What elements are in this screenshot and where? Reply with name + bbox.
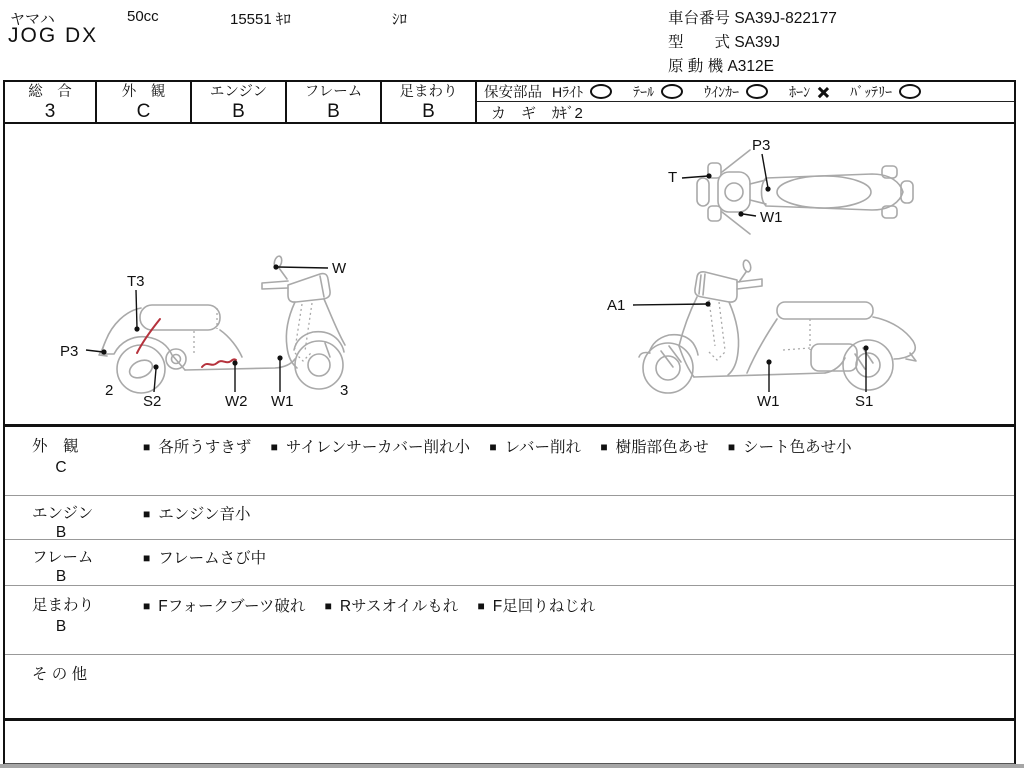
comment-items <box>143 586 1014 654</box>
bullet-square-icon: ■ <box>727 440 736 454</box>
bullet-square-icon: ■ <box>143 599 151 613</box>
comment-item: ■ Fフォークブーツ破れ <box>143 598 306 615</box>
engine-code <box>668 54 774 76</box>
scooter-top-view <box>642 136 932 248</box>
model-code-value: SA39J <box>734 34 780 51</box>
key-value: ｶｷﾞ2 <box>552 105 583 122</box>
rating-label: 足まわり <box>399 83 458 100</box>
bullet-square-icon: ■ <box>143 507 151 521</box>
model-name: JOG DX <box>8 24 99 47</box>
rating-label: フレーム <box>304 83 363 100</box>
comment-row-label: 足まわり <box>32 597 95 614</box>
comment-items <box>143 540 1014 585</box>
safety-item-tail: ﾃｰﾙ <box>633 82 683 102</box>
status-circle-icon <box>661 84 683 99</box>
diagram-label: W1 <box>760 209 783 226</box>
bullet-square-icon: ■ <box>324 599 332 613</box>
bullet-square-icon: ■ <box>143 551 151 565</box>
comment-items <box>143 427 1014 495</box>
rating-exterior <box>97 82 192 122</box>
status-circle-icon <box>590 84 612 99</box>
rating-label: エンジン <box>209 83 268 100</box>
comment-item: ■ 各所うすきず <box>143 439 252 456</box>
damage-diagram-area <box>3 124 1016 424</box>
comment-row-label: エンジン <box>32 505 94 522</box>
chassis-label: 車台番号 <box>668 10 731 27</box>
displacement: 50cc <box>127 8 159 25</box>
engine-value: A312E <box>727 58 774 75</box>
chassis-value: SA39J-822177 <box>734 10 837 27</box>
diagram-label: T3 <box>127 273 145 290</box>
comment-row-grade: C <box>55 459 67 476</box>
engine-label: 原 動 機 <box>668 58 724 75</box>
bullet-square-icon: ■ <box>270 440 278 454</box>
comment-item: ■ 樹脂部色あせ <box>600 439 709 456</box>
diagram-label: 2 <box>105 382 114 399</box>
status-cross-icon <box>817 86 829 98</box>
comment-row-label: フレーム <box>32 549 94 566</box>
rating-overall <box>5 82 97 122</box>
comment-row-grade: B <box>55 568 67 585</box>
comment-item: ■ Rサスオイルもれ <box>324 598 459 615</box>
diagram-label: 3 <box>340 382 349 399</box>
scooter-right-side-view <box>597 258 932 410</box>
rating-grade: B <box>422 100 435 122</box>
comment-row-grade: B <box>55 524 67 541</box>
comment-items <box>143 496 1014 539</box>
comment-row-exterior <box>5 427 1014 496</box>
rating-label: 総 合 <box>28 83 72 100</box>
comment-item: ■ シート色あせ小 <box>727 439 852 456</box>
safety-item-horn: ﾎｰﾝ <box>789 82 829 102</box>
key-row <box>477 102 1014 123</box>
comment-row-label: 外 観 <box>32 438 79 455</box>
scooter-left-side-view <box>57 253 402 413</box>
ratings-table <box>3 80 1016 124</box>
safety-item-winker: ｳｲﾝｶｰ <box>704 82 768 102</box>
scooter-right-art <box>639 259 916 393</box>
diagram-label: S2 <box>143 393 162 410</box>
scooter-right-seams <box>709 300 810 360</box>
comment-item: ■ F足回りねじれ <box>477 598 596 615</box>
comment-row-grade: B <box>55 618 67 635</box>
diagram-label: W1 <box>757 393 780 410</box>
comment-item: ■ フレームさび中 <box>143 550 267 567</box>
diagram-label: T <box>668 169 678 186</box>
chassis-number <box>668 6 837 28</box>
diagram-label: W1 <box>271 393 294 410</box>
bullet-square-icon: ■ <box>143 440 151 454</box>
diagram-label: W2 <box>225 393 248 410</box>
comment-row-other <box>5 655 1014 721</box>
bullet-square-icon: ■ <box>477 599 485 613</box>
bullet-square-icon: ■ <box>489 440 497 454</box>
diagram-label: P3 <box>752 137 771 154</box>
diagram-label: P3 <box>60 343 79 360</box>
scan-edge <box>0 764 1024 768</box>
status-circle-icon <box>746 84 768 99</box>
comment-row-undercarriage <box>5 586 1014 655</box>
rating-grade: C <box>136 100 151 122</box>
blank-row <box>5 721 1014 763</box>
body-color: ｼﾛ <box>392 11 408 28</box>
diagram-label: A1 <box>607 297 626 314</box>
status-circle-icon <box>899 84 921 99</box>
comment-row-frame <box>5 540 1014 586</box>
safety-parts-row <box>477 82 1014 102</box>
safety-item-battery: ﾊﾞｯﾃﾘｰ <box>850 82 921 102</box>
rating-label: 外 観 <box>121 83 166 100</box>
diagram-label: W <box>332 260 347 277</box>
scooter-left-seams <box>194 303 312 361</box>
rating-grade: 3 <box>44 100 56 122</box>
rating-grade: B <box>232 100 245 122</box>
scooter-top-art <box>697 150 913 234</box>
rating-engine <box>192 82 287 122</box>
comment-items <box>143 655 1014 718</box>
rating-grade: B <box>327 100 340 122</box>
comment-row-engine <box>5 496 1014 540</box>
safety-parts-section <box>477 82 1014 122</box>
comment-item: ■ レバー削れ <box>489 439 582 456</box>
bullet-square-icon: ■ <box>600 440 608 454</box>
comments-table <box>3 424 1016 765</box>
key-label: カ ギ <box>491 105 537 122</box>
diagram-label: S1 <box>855 393 874 410</box>
rating-undercarriage <box>382 82 477 122</box>
model-code <box>668 30 780 52</box>
model-code-label: 型 式 <box>668 34 731 51</box>
safety-parts-label: 保安部品 <box>484 85 542 101</box>
maker-name: ヤマハ <box>10 11 55 28</box>
comment-item: ■ エンジン音小 <box>143 506 251 523</box>
mileage: 15551 ｷﾛ <box>230 11 291 28</box>
comment-item: ■ サイレンサーカバー削れ小 <box>270 439 471 456</box>
rating-frame <box>287 82 382 122</box>
comment-row-label: そ の 他 <box>32 666 88 683</box>
safety-item-headlight: Hﾗｲﾄ <box>552 82 612 102</box>
